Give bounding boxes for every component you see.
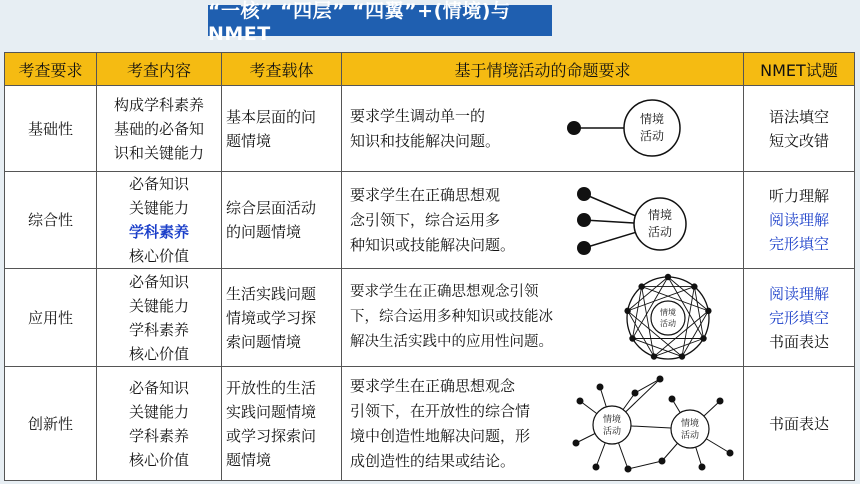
network-node — [665, 274, 671, 280]
requirement-line: 要求学生在正确思想观念 — [350, 376, 516, 395]
carrier-line: 题情境 — [226, 131, 272, 150]
carrier-line: 综合层面活动 — [226, 199, 317, 217]
carrier-line: 开放性的生活 — [226, 378, 317, 397]
table-row — [5, 172, 855, 269]
header-carrier: 考查载体 — [222, 53, 342, 86]
figure-label: 情境 — [639, 112, 665, 126]
header-requirement: 基于情境活动的命题要求 — [342, 53, 744, 86]
header-level: 考查要求 — [5, 53, 97, 86]
nmet-item: 短文改错 — [768, 131, 829, 150]
carrier-cell — [222, 172, 342, 269]
content-line: 核心价值 — [128, 247, 189, 265]
network-node — [624, 308, 630, 314]
requirement-line: 种知识或技能解决问题。 — [350, 235, 516, 254]
page-title: “一核” “四层” “四翼”+(情境)与NMET — [208, 5, 552, 36]
nmet-item: 阅读理解 — [768, 284, 829, 303]
single-node-diagram — [552, 92, 692, 164]
nmet-item: 听力理解 — [768, 187, 829, 205]
nmet-item: 语法填空 — [768, 107, 829, 126]
carrier-cell — [222, 367, 342, 481]
nmet-cell — [744, 86, 855, 172]
nmet-item: 书面表达 — [768, 414, 829, 433]
content-line: 核心价值 — [128, 450, 189, 469]
carrier-line: 或学习探索问 — [226, 426, 317, 445]
figure-label: 活动 — [602, 427, 622, 437]
content-cell — [97, 269, 222, 367]
content-line: 必备知识 — [128, 175, 189, 193]
content-cell — [97, 172, 222, 269]
nmet-item: 阅读理解 — [768, 211, 829, 229]
carrier-line: 索问题情境 — [226, 332, 302, 351]
requirement-line: 解决生活实践中的应用性问题。 — [350, 334, 553, 350]
figure-label: 情境 — [660, 308, 676, 317]
requirement-line: 下，综合运用多种知识或技能冰 — [350, 309, 553, 325]
content-line: 关键能力 — [128, 402, 189, 421]
figure-label: 活动 — [660, 319, 676, 328]
figure-label: 活动 — [647, 225, 673, 239]
content-line-highlight: 学科素养 — [128, 223, 189, 241]
nmet-cell — [744, 269, 855, 367]
header-nmet: NMET试题 — [744, 53, 855, 86]
multi-node-diagram — [562, 182, 692, 262]
table-row — [5, 367, 855, 481]
requirement-line: 知识和技能解决问题。 — [350, 131, 501, 150]
level-cell: 应用性 — [5, 269, 97, 367]
nmet-item: 书面表达 — [768, 332, 829, 351]
requirement-line: 成创造性的结果或结论。 — [350, 451, 516, 470]
nmet-item: 完形填空 — [768, 235, 829, 253]
level-cell: 基础性 — [5, 86, 97, 172]
network-node — [679, 353, 685, 359]
requirement-line: 要求学生调动单一的 — [350, 106, 486, 125]
carrier-cell — [222, 269, 342, 367]
content-line: 关键能力 — [128, 296, 189, 315]
content-line: 必备知识 — [128, 272, 189, 291]
figure-label: 情境 — [602, 415, 622, 425]
table-row — [5, 269, 855, 367]
requirement-line: 要求学生在正确思想观念引领 — [350, 284, 539, 300]
content-cell — [97, 367, 222, 481]
network-node — [700, 335, 706, 341]
content-line: 基础的必备知 — [113, 119, 204, 138]
requirement-cell — [342, 367, 744, 481]
level-cell: 创新性 — [5, 367, 97, 481]
nmet-cell — [744, 367, 855, 481]
nmet-table — [4, 52, 855, 481]
requirement-cell — [342, 86, 744, 172]
carrier-cell — [222, 86, 342, 172]
content-line: 学科素养 — [128, 426, 189, 445]
level-cell: 综合性 — [5, 172, 97, 269]
network-ring-diagram — [600, 273, 740, 363]
content-line: 学科素养 — [128, 320, 189, 339]
content-line: 核心价值 — [128, 344, 189, 363]
figure-label: 情境 — [680, 419, 700, 429]
carrier-line: 实践问题情境 — [226, 402, 317, 421]
requirement-cell — [342, 269, 744, 367]
carrier-line: 的问题情境 — [226, 223, 302, 241]
network-node — [705, 308, 711, 314]
carrier-line: 基本层面的问 — [226, 107, 317, 126]
content-line: 关键能力 — [128, 199, 189, 217]
content-line: 识和关键能力 — [113, 143, 204, 162]
carrier-line: 情境或学习探 — [226, 308, 317, 327]
figure-label: 活动 — [639, 129, 665, 143]
content-line: 构成学科素养 — [113, 95, 204, 114]
network-node — [691, 283, 697, 289]
header-content: 考查内容 — [97, 53, 222, 86]
network-node — [651, 353, 657, 359]
requirement-line: 要求学生在正确思想观 — [350, 185, 501, 204]
open-network-diagram — [570, 373, 740, 475]
requirement-line: 念引领下，综合运用多 — [350, 210, 501, 229]
carrier-line: 生活实践问题 — [226, 284, 317, 303]
content-cell — [97, 86, 222, 172]
table-row — [5, 86, 855, 172]
network-node — [629, 335, 635, 341]
network-node — [638, 283, 644, 289]
content-line: 必备知识 — [128, 378, 189, 397]
figure-label: 情境 — [647, 208, 673, 222]
requirement-line: 境中创造性地解决问题，形 — [350, 426, 531, 445]
figure-label: 活动 — [680, 431, 700, 441]
carrier-line: 题情境 — [226, 450, 272, 469]
requirement-cell — [342, 172, 744, 269]
nmet-cell — [744, 172, 855, 269]
requirement-line: 引领下，在开放性的综合情 — [350, 401, 531, 420]
header-row — [5, 53, 855, 86]
nmet-item: 完形填空 — [768, 308, 829, 327]
